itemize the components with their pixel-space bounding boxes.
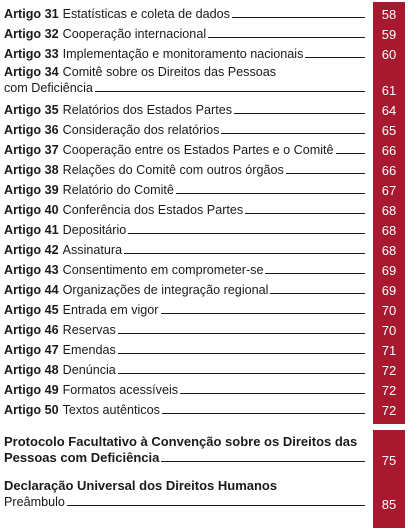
entry-text (4, 260, 367, 280)
leader-line (336, 153, 365, 154)
protocol-title: Protocolo Facultativo à Convenção sobre os Direitos das (4, 434, 358, 449)
toc-entry[interactable] (4, 320, 405, 340)
entry-text (4, 380, 367, 400)
article-label: Artigo 34 (4, 65, 59, 79)
article-label: Artigo 49 (4, 383, 59, 397)
toc-entry[interactable] (4, 100, 405, 120)
toc-entry[interactable] (4, 340, 405, 360)
page-number: 69 (381, 283, 397, 298)
page-number: 59 (381, 27, 397, 42)
declaration-title: Declaração Universal dos Direitos Humanos (4, 478, 278, 493)
entry-title: Comitê sobre os Direitos das Pessoas (62, 65, 277, 79)
entry-title: Implementação e monitoramento nacionais (62, 47, 304, 61)
article-label: Artigo 36 (4, 123, 59, 137)
entry-text (4, 220, 367, 240)
entry-line (4, 380, 367, 398)
leader-line (234, 113, 365, 114)
leader-line (128, 233, 365, 234)
entry-title: Relações do Comitê com outros órgãos (62, 163, 284, 177)
entry-line (4, 400, 367, 418)
article-label: Artigo 39 (4, 183, 59, 197)
article-label: Artigo 47 (4, 343, 59, 357)
toc-entry[interactable] (4, 24, 405, 44)
entry-title: Consentimento em comprometer-se (62, 263, 264, 277)
entry-text (4, 300, 367, 320)
toc-entry[interactable] (4, 140, 405, 160)
entry-line (4, 64, 367, 80)
entry-title: Estatísticas e coleta de dados (62, 7, 230, 21)
entry-line (4, 180, 367, 198)
toc-entry[interactable] (4, 64, 405, 100)
entry-line (4, 160, 367, 178)
entry-line (4, 450, 367, 466)
leader-line (180, 393, 365, 394)
leader-line (270, 293, 365, 294)
entry-title: Entrada em vigor (62, 303, 159, 317)
leader-line (221, 133, 365, 134)
entry-title: Textos autênticos (62, 403, 160, 417)
article-label: Artigo 50 (4, 403, 59, 417)
page-number: 72 (381, 403, 397, 418)
article-label: Artigo 38 (4, 163, 59, 177)
page-number: 75 (381, 453, 397, 468)
entry-title: Formatos acessíveis (62, 383, 179, 397)
article-label: Artigo 46 (4, 323, 59, 337)
toc-entry[interactable] (4, 280, 405, 300)
entry-line (4, 24, 367, 42)
page-number: 64 (381, 103, 397, 118)
entry-line (4, 44, 367, 62)
toc-entry[interactable] (4, 220, 405, 240)
page-number: 67 (381, 183, 397, 198)
entry-line (4, 320, 367, 338)
leader-line (286, 173, 365, 174)
leader-line (95, 91, 365, 92)
toc-entry[interactable] (4, 200, 405, 220)
entry-line (4, 140, 367, 158)
leader-line (124, 253, 365, 254)
leader-line (305, 57, 365, 58)
toc-entry[interactable] (4, 120, 405, 140)
entry-line (4, 494, 367, 510)
entry-line (4, 220, 367, 238)
entry-text (4, 44, 367, 64)
article-label: Artigo 35 (4, 103, 59, 117)
entry-line (4, 80, 367, 96)
leader-line (176, 193, 365, 194)
entry-text (4, 160, 367, 180)
toc-entry[interactable] (4, 44, 405, 64)
toc-entry[interactable] (4, 360, 405, 380)
article-label: Artigo 41 (4, 223, 59, 237)
page-number: 60 (381, 47, 397, 62)
entry-title: Depositário (62, 223, 127, 237)
article-label: Artigo 44 (4, 283, 59, 297)
entry-text (4, 240, 367, 260)
article-label: Artigo 31 (4, 7, 59, 21)
entry-line (4, 478, 367, 494)
leader-line (161, 461, 365, 462)
entry-text (4, 24, 367, 44)
entry-line (4, 280, 367, 298)
entry-title: Relatório do Comitê (62, 183, 174, 197)
leader-line (208, 37, 365, 38)
leader-line (232, 17, 365, 18)
entry-line (4, 4, 367, 22)
entry-title: Consideração dos relatórios (62, 123, 220, 137)
page-number: 65 (381, 123, 397, 138)
toc-entry[interactable] (4, 4, 405, 24)
entry-title: Cooperação internacional (62, 27, 207, 41)
article-label: Artigo 33 (4, 47, 59, 61)
leader-line (118, 333, 365, 334)
entry-text (4, 340, 367, 360)
toc-entry[interactable] (4, 400, 405, 420)
toc-entry-protocol[interactable] (4, 434, 405, 470)
page-number: 68 (381, 203, 397, 218)
page-number: 61 (381, 83, 397, 98)
page-number: 58 (381, 7, 397, 22)
entry-title: Assinatura (62, 243, 123, 257)
entry-title-cont: com Deficiência (4, 81, 93, 95)
entry-text (4, 4, 367, 24)
page-number: 68 (381, 243, 397, 258)
entry-line (4, 360, 367, 378)
entry-text (4, 478, 367, 514)
declaration-subtitle: Preâmbulo (4, 495, 65, 509)
entry-line (4, 340, 367, 358)
page-number: 85 (381, 497, 397, 512)
article-label: Artigo 40 (4, 203, 59, 217)
toc-entry[interactable] (4, 240, 405, 260)
entry-text (4, 360, 367, 380)
article-label: Artigo 37 (4, 143, 59, 157)
article-label: Artigo 42 (4, 243, 59, 257)
leader-line (245, 213, 365, 214)
leader-line (265, 273, 365, 274)
entry-line (4, 200, 367, 218)
toc-entry-declaration[interactable] (4, 478, 405, 514)
article-label: Artigo 48 (4, 363, 59, 377)
entry-title: Emendas (62, 343, 116, 357)
entry-line (4, 434, 367, 450)
leader-line (67, 505, 365, 506)
page-number: 72 (381, 363, 397, 378)
entry-text (4, 180, 367, 200)
entry-line (4, 100, 367, 118)
page-number: 68 (381, 223, 397, 238)
toc-entry[interactable] (4, 160, 405, 180)
entry-line (4, 260, 367, 278)
entry-title: Organizações de integração regional (62, 283, 269, 297)
entry-text (4, 400, 367, 420)
entry-text (4, 120, 367, 140)
entry-title: Denúncia (62, 363, 116, 377)
entry-line (4, 240, 367, 258)
leader-line (161, 313, 366, 314)
entry-title: Reservas (62, 323, 116, 337)
entry-text (4, 140, 367, 160)
entry-text (4, 200, 367, 220)
entry-title: Conferência dos Estados Partes (62, 203, 244, 217)
page-number: 72 (381, 383, 397, 398)
page-number: 66 (381, 143, 397, 158)
page-number: 70 (381, 303, 397, 318)
toc-entry[interactable] (4, 260, 405, 280)
entry-line (4, 120, 367, 138)
leader-line (162, 413, 365, 414)
entry-text (4, 64, 367, 100)
protocol-title-cont: Pessoas com Deficiência (4, 450, 160, 465)
toc-entry[interactable] (4, 180, 405, 200)
article-label: Artigo 43 (4, 263, 59, 277)
leader-line (118, 373, 365, 374)
toc-entry[interactable] (4, 300, 405, 320)
entry-line (4, 300, 367, 318)
entry-title: Relatórios dos Estados Partes (62, 103, 232, 117)
page-number: 66 (381, 163, 397, 178)
article-label: Artigo 32 (4, 27, 59, 41)
page-number: 70 (381, 323, 397, 338)
page-number: 71 (381, 343, 397, 358)
entry-title: Cooperação entre os Estados Partes e o Comitê (62, 143, 334, 157)
entry-text (4, 100, 367, 120)
entry-text (4, 280, 367, 300)
leader-line (118, 353, 365, 354)
article-label: Artigo 45 (4, 303, 59, 317)
entry-text (4, 320, 367, 340)
toc-entry[interactable] (4, 380, 405, 400)
entry-text (4, 434, 367, 470)
page-number: 69 (381, 263, 397, 278)
